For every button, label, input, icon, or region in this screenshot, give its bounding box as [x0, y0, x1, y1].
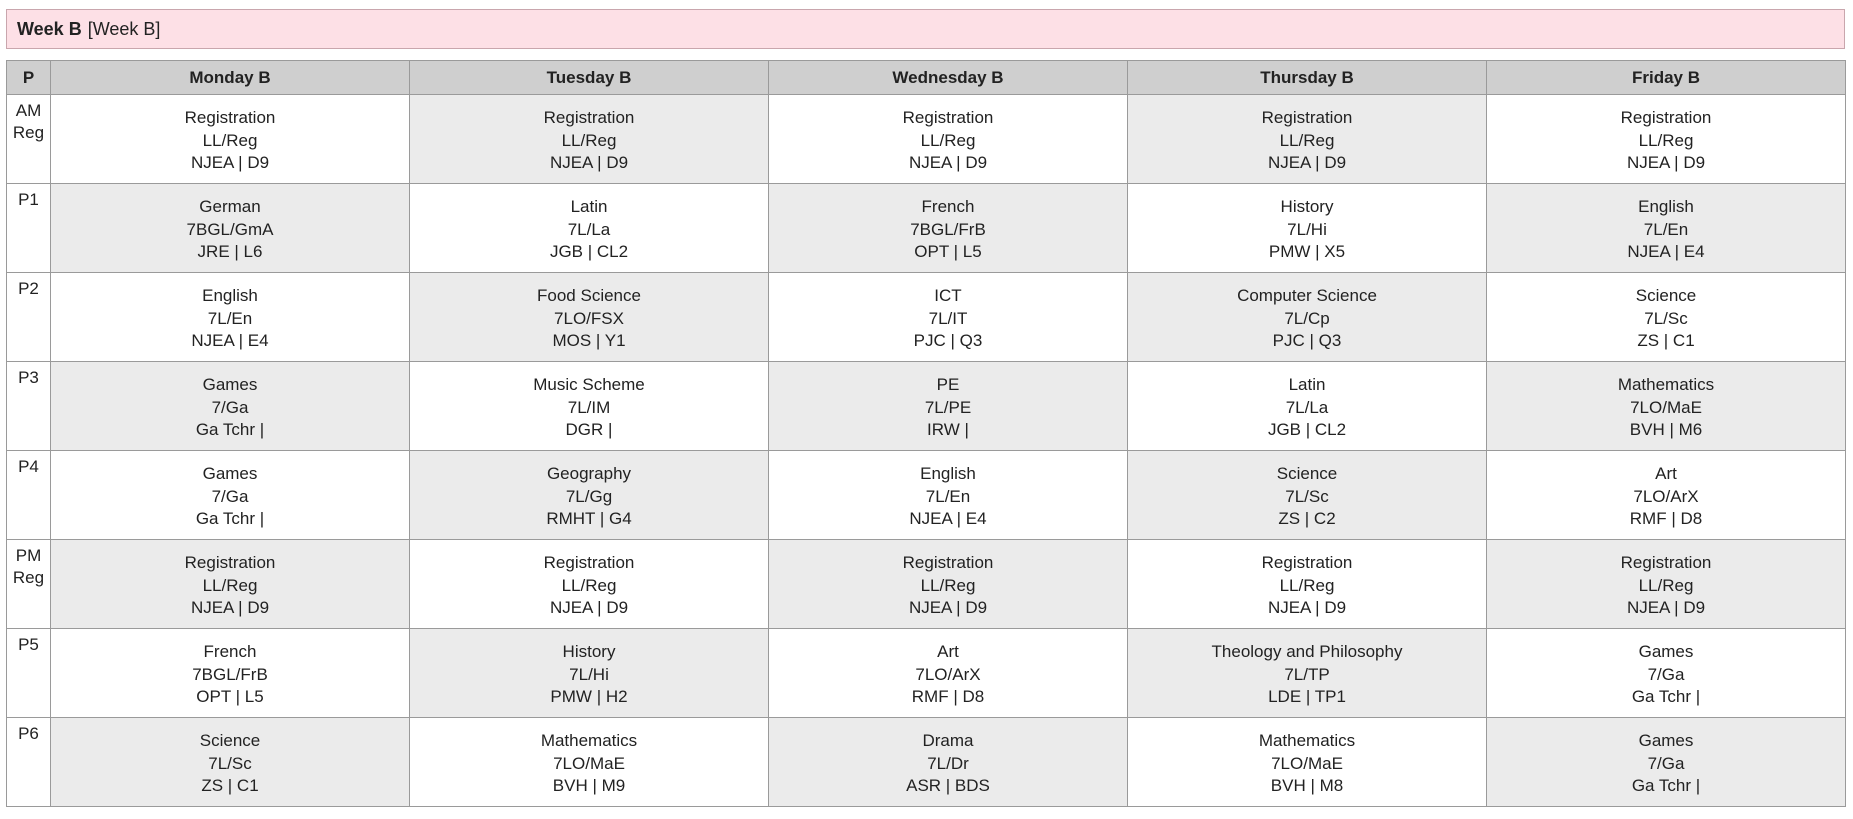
lesson-staff-room: PJC | Q3 [913, 331, 983, 350]
lesson-staff-room: Ga Tchr | [195, 509, 265, 528]
lesson-staff-room: NJEA | D9 [190, 598, 270, 617]
header-monday: Monday B [51, 61, 410, 95]
lesson-staff-room: ZS | C2 [1278, 509, 1336, 528]
lesson-group: 7L/Sc [1644, 308, 1688, 328]
lesson-cell-thursday[interactable] [1128, 184, 1487, 273]
lesson-cell-tuesday[interactable] [410, 451, 769, 540]
lesson-group: 7BGL/FrB [192, 664, 268, 684]
lesson-staff-room: JGB | CL2 [1267, 420, 1347, 439]
lesson-subject: Registration [902, 108, 994, 127]
lesson-subject: History [562, 642, 616, 661]
lesson-group: 7L/Sc [208, 753, 252, 773]
lesson-group: LL/Reg [561, 575, 617, 595]
lesson-staff-room: BVH | M9 [552, 776, 626, 795]
lesson-cell-monday[interactable] [51, 95, 410, 184]
period-row [7, 718, 1846, 807]
lesson-subject: Registration [902, 553, 994, 572]
lesson-staff-room: JRE | L6 [197, 242, 263, 261]
period-row [7, 451, 1846, 540]
lesson-staff-room: PJC | Q3 [1272, 331, 1342, 350]
lesson-staff-room: NJEA | D9 [1267, 153, 1347, 172]
lesson-group: 7L/La [567, 219, 611, 239]
lesson-subject: Registration [1261, 108, 1353, 127]
lesson-group: LL/Reg [1279, 130, 1335, 150]
lesson-cell-monday[interactable] [51, 273, 410, 362]
lesson-group: 7L/IT [928, 308, 968, 328]
lesson-group: 7LO/ArX [1633, 486, 1699, 506]
lesson-subject: Mathematics [540, 731, 638, 750]
lesson-group: LL/Reg [202, 130, 258, 150]
lesson-group: LL/Reg [1279, 575, 1335, 595]
lesson-subject: French [203, 642, 257, 661]
lesson-group: LL/Reg [920, 130, 976, 150]
lesson-cell-tuesday[interactable] [410, 718, 769, 807]
lesson-staff-room: NJEA | D9 [908, 598, 988, 617]
lesson-group: 7/Ga [211, 486, 249, 506]
lesson-subject: Games [202, 375, 258, 394]
timetable-body [7, 95, 1846, 807]
lesson-subject: Art [937, 642, 959, 661]
lesson-cell-tuesday[interactable] [410, 629, 769, 718]
lesson-group: 7L/Dr [927, 753, 969, 773]
lesson-subject: Geography [546, 464, 632, 483]
lesson-subject: Food Science [537, 286, 641, 305]
lesson-staff-room: BVH | M6 [1629, 420, 1703, 439]
lesson-group: LL/Reg [1638, 130, 1694, 150]
lesson-cell-tuesday[interactable] [410, 184, 769, 273]
lesson-subject: Mathematics [1617, 375, 1715, 394]
period-row [7, 362, 1846, 451]
lesson-cell-wednesday[interactable] [769, 184, 1128, 273]
header-tuesday: Tuesday B [410, 61, 769, 95]
lesson-group: 7L/IM [567, 397, 611, 417]
lesson-staff-room: JGB | CL2 [549, 242, 629, 261]
lesson-cell-tuesday[interactable] [410, 540, 769, 629]
lesson-subject: ICT [934, 286, 962, 305]
lesson-staff-room: DGR | [565, 420, 613, 439]
week-banner [6, 9, 1845, 49]
header-period: P [7, 61, 51, 95]
period-label: P3 [7, 362, 51, 451]
lesson-subject: Theology and Philosophy [1211, 642, 1403, 661]
lesson-group: 7LO/ArX [915, 664, 981, 684]
lesson-staff-room: NJEA | D9 [190, 153, 270, 172]
lesson-staff-room: OPT | L5 [914, 242, 982, 261]
lesson-subject: Science [1276, 464, 1338, 483]
lesson-subject: Drama [922, 731, 974, 750]
lesson-staff-room: PMW | X5 [1268, 242, 1346, 261]
lesson-staff-room: ZS | C1 [201, 776, 259, 795]
lesson-staff-room: NJEA | E4 [909, 509, 987, 528]
lesson-staff-room: LDE | TP1 [1268, 687, 1346, 706]
lesson-cell-monday[interactable] [51, 540, 410, 629]
header-row [7, 61, 1846, 95]
lesson-cell-friday[interactable] [1487, 718, 1846, 807]
lesson-staff-room: NJEA | D9 [1626, 153, 1706, 172]
lesson-staff-room: Ga Tchr | [1631, 776, 1701, 795]
lesson-subject: French [921, 197, 975, 216]
lesson-group: 7/Ga [1647, 664, 1685, 684]
lesson-subject: English [202, 286, 258, 305]
lesson-cell-friday[interactable] [1487, 629, 1846, 718]
lesson-subject: Registration [543, 553, 635, 572]
lesson-cell-monday[interactable] [51, 718, 410, 807]
lesson-staff-room: NJEA | E4 [1627, 242, 1705, 261]
lesson-subject: Games [1638, 642, 1694, 661]
lesson-subject: Computer Science [1237, 286, 1377, 305]
lesson-group: 7L/En [207, 308, 253, 328]
lesson-group: 7L/Sc [1285, 486, 1329, 506]
lesson-group: 7/Ga [1647, 753, 1685, 773]
lesson-cell-wednesday[interactable] [769, 451, 1128, 540]
header-friday: Friday B [1487, 61, 1846, 95]
lesson-group: 7L/En [925, 486, 971, 506]
period-row [7, 184, 1846, 273]
header-thursday: Thursday B [1128, 61, 1487, 95]
lesson-subject: History [1280, 197, 1334, 216]
lesson-group: 7L/TP [1284, 664, 1330, 684]
lesson-cell-tuesday[interactable] [410, 95, 769, 184]
lesson-cell-friday[interactable] [1487, 273, 1846, 362]
lesson-cell-friday[interactable] [1487, 362, 1846, 451]
lesson-subject: English [1638, 197, 1694, 216]
lesson-staff-room: NJEA | D9 [549, 153, 629, 172]
lesson-cell-monday[interactable] [51, 362, 410, 451]
lesson-group: 7LO/MaE [1630, 397, 1702, 417]
period-row [7, 95, 1846, 184]
lesson-cell-wednesday[interactable] [769, 273, 1128, 362]
lesson-subject: Games [1638, 731, 1694, 750]
lesson-group: LL/Reg [1638, 575, 1694, 595]
lesson-cell-wednesday[interactable] [769, 540, 1128, 629]
lesson-group: 7L/Cp [1284, 308, 1330, 328]
header-wednesday: Wednesday B [769, 61, 1128, 95]
lesson-subject: Latin [570, 197, 608, 216]
lesson-cell-thursday[interactable] [1128, 451, 1487, 540]
week-subtitle: [Week B] [87, 18, 161, 39]
lesson-staff-room: RMF | D8 [911, 687, 985, 706]
lesson-staff-room: Ga Tchr | [1631, 687, 1701, 706]
lesson-staff-room: RMF | D8 [1629, 509, 1703, 528]
lesson-staff-room: NJEA | D9 [1267, 598, 1347, 617]
lesson-group: 7LO/MaE [553, 753, 625, 773]
lesson-cell-wednesday[interactable] [769, 362, 1128, 451]
lesson-cell-thursday[interactable] [1128, 629, 1487, 718]
lesson-staff-room: NJEA | E4 [191, 331, 269, 350]
period-label: P2 [7, 273, 51, 362]
lesson-subject: Registration [184, 553, 276, 572]
lesson-staff-room: MOS | Y1 [552, 331, 626, 350]
lesson-staff-room: NJEA | D9 [549, 598, 629, 617]
lesson-subject: Registration [1261, 553, 1353, 572]
lesson-group: 7LO/FSX [554, 308, 624, 328]
lesson-staff-room: BVH | M8 [1270, 776, 1344, 795]
lesson-subject: Latin [1288, 375, 1326, 394]
lesson-cell-tuesday[interactable] [410, 273, 769, 362]
lesson-subject: Registration [1620, 553, 1712, 572]
lesson-cell-wednesday[interactable] [769, 95, 1128, 184]
lesson-subject: Science [199, 731, 261, 750]
lesson-staff-room: Ga Tchr | [195, 420, 265, 439]
lesson-group: 7BGL/FrB [910, 219, 986, 239]
period-label: P4 [7, 451, 51, 540]
lesson-staff-room: PMW | H2 [550, 687, 628, 706]
period-row [7, 540, 1846, 629]
lesson-staff-room: OPT | L5 [196, 687, 264, 706]
period-label: AM Reg [7, 95, 51, 184]
lesson-group: LL/Reg [202, 575, 258, 595]
lesson-staff-room: IRW | [927, 420, 969, 439]
timetable [6, 60, 1846, 807]
period-row [7, 273, 1846, 362]
lesson-subject: Art [1655, 464, 1677, 483]
lesson-staff-room: NJEA | D9 [908, 153, 988, 172]
lesson-group: 7BGL/GmA [186, 219, 274, 239]
lesson-staff-room: NJEA | D9 [1626, 598, 1706, 617]
period-label: PM Reg [7, 540, 51, 629]
period-row [7, 629, 1846, 718]
lesson-group: 7L/Gg [565, 486, 613, 506]
lesson-group: 7L/La [1285, 397, 1329, 417]
lesson-subject: English [920, 464, 976, 483]
lesson-cell-tuesday[interactable] [410, 362, 769, 451]
lesson-cell-thursday[interactable] [1128, 362, 1487, 451]
lesson-subject: Registration [184, 108, 276, 127]
lesson-cell-thursday[interactable] [1128, 273, 1487, 362]
lesson-group: 7L/Hi [569, 664, 609, 684]
lesson-group: 7L/Hi [1287, 219, 1327, 239]
lesson-subject: Mathematics [1258, 731, 1356, 750]
lesson-group: 7L/PE [924, 397, 972, 417]
lesson-staff-room: RMHT | G4 [546, 509, 632, 528]
lesson-group: 7L/En [1643, 219, 1689, 239]
lesson-group: LL/Reg [920, 575, 976, 595]
lesson-subject: PE [936, 375, 960, 394]
lesson-staff-room: ASR | BDS [906, 776, 990, 795]
lesson-cell-monday[interactable] [51, 184, 410, 273]
lesson-cell-friday[interactable] [1487, 95, 1846, 184]
lesson-subject: Registration [543, 108, 635, 127]
lesson-cell-friday[interactable] [1487, 184, 1846, 273]
lesson-group: LL/Reg [561, 130, 617, 150]
lesson-cell-monday[interactable] [51, 451, 410, 540]
lesson-subject: Science [1635, 286, 1697, 305]
lesson-subject: German [199, 197, 261, 216]
lesson-cell-thursday[interactable] [1128, 95, 1487, 184]
lesson-cell-friday[interactable] [1487, 451, 1846, 540]
period-label: P5 [7, 629, 51, 718]
lesson-group: 7/Ga [211, 397, 249, 417]
week-title: Week B [17, 18, 82, 39]
lesson-cell-wednesday[interactable] [769, 629, 1128, 718]
lesson-cell-friday[interactable] [1487, 540, 1846, 629]
lesson-subject: Music Scheme [533, 375, 645, 394]
lesson-subject: Registration [1620, 108, 1712, 127]
lesson-cell-wednesday[interactable] [769, 718, 1128, 807]
lesson-staff-room: ZS | C1 [1637, 331, 1695, 350]
period-label: P1 [7, 184, 51, 273]
lesson-cell-thursday[interactable] [1128, 540, 1487, 629]
period-label: P6 [7, 718, 51, 807]
lesson-cell-thursday[interactable] [1128, 718, 1487, 807]
lesson-group: 7LO/MaE [1271, 753, 1343, 773]
lesson-cell-monday[interactable] [51, 629, 410, 718]
lesson-subject: Games [202, 464, 258, 483]
